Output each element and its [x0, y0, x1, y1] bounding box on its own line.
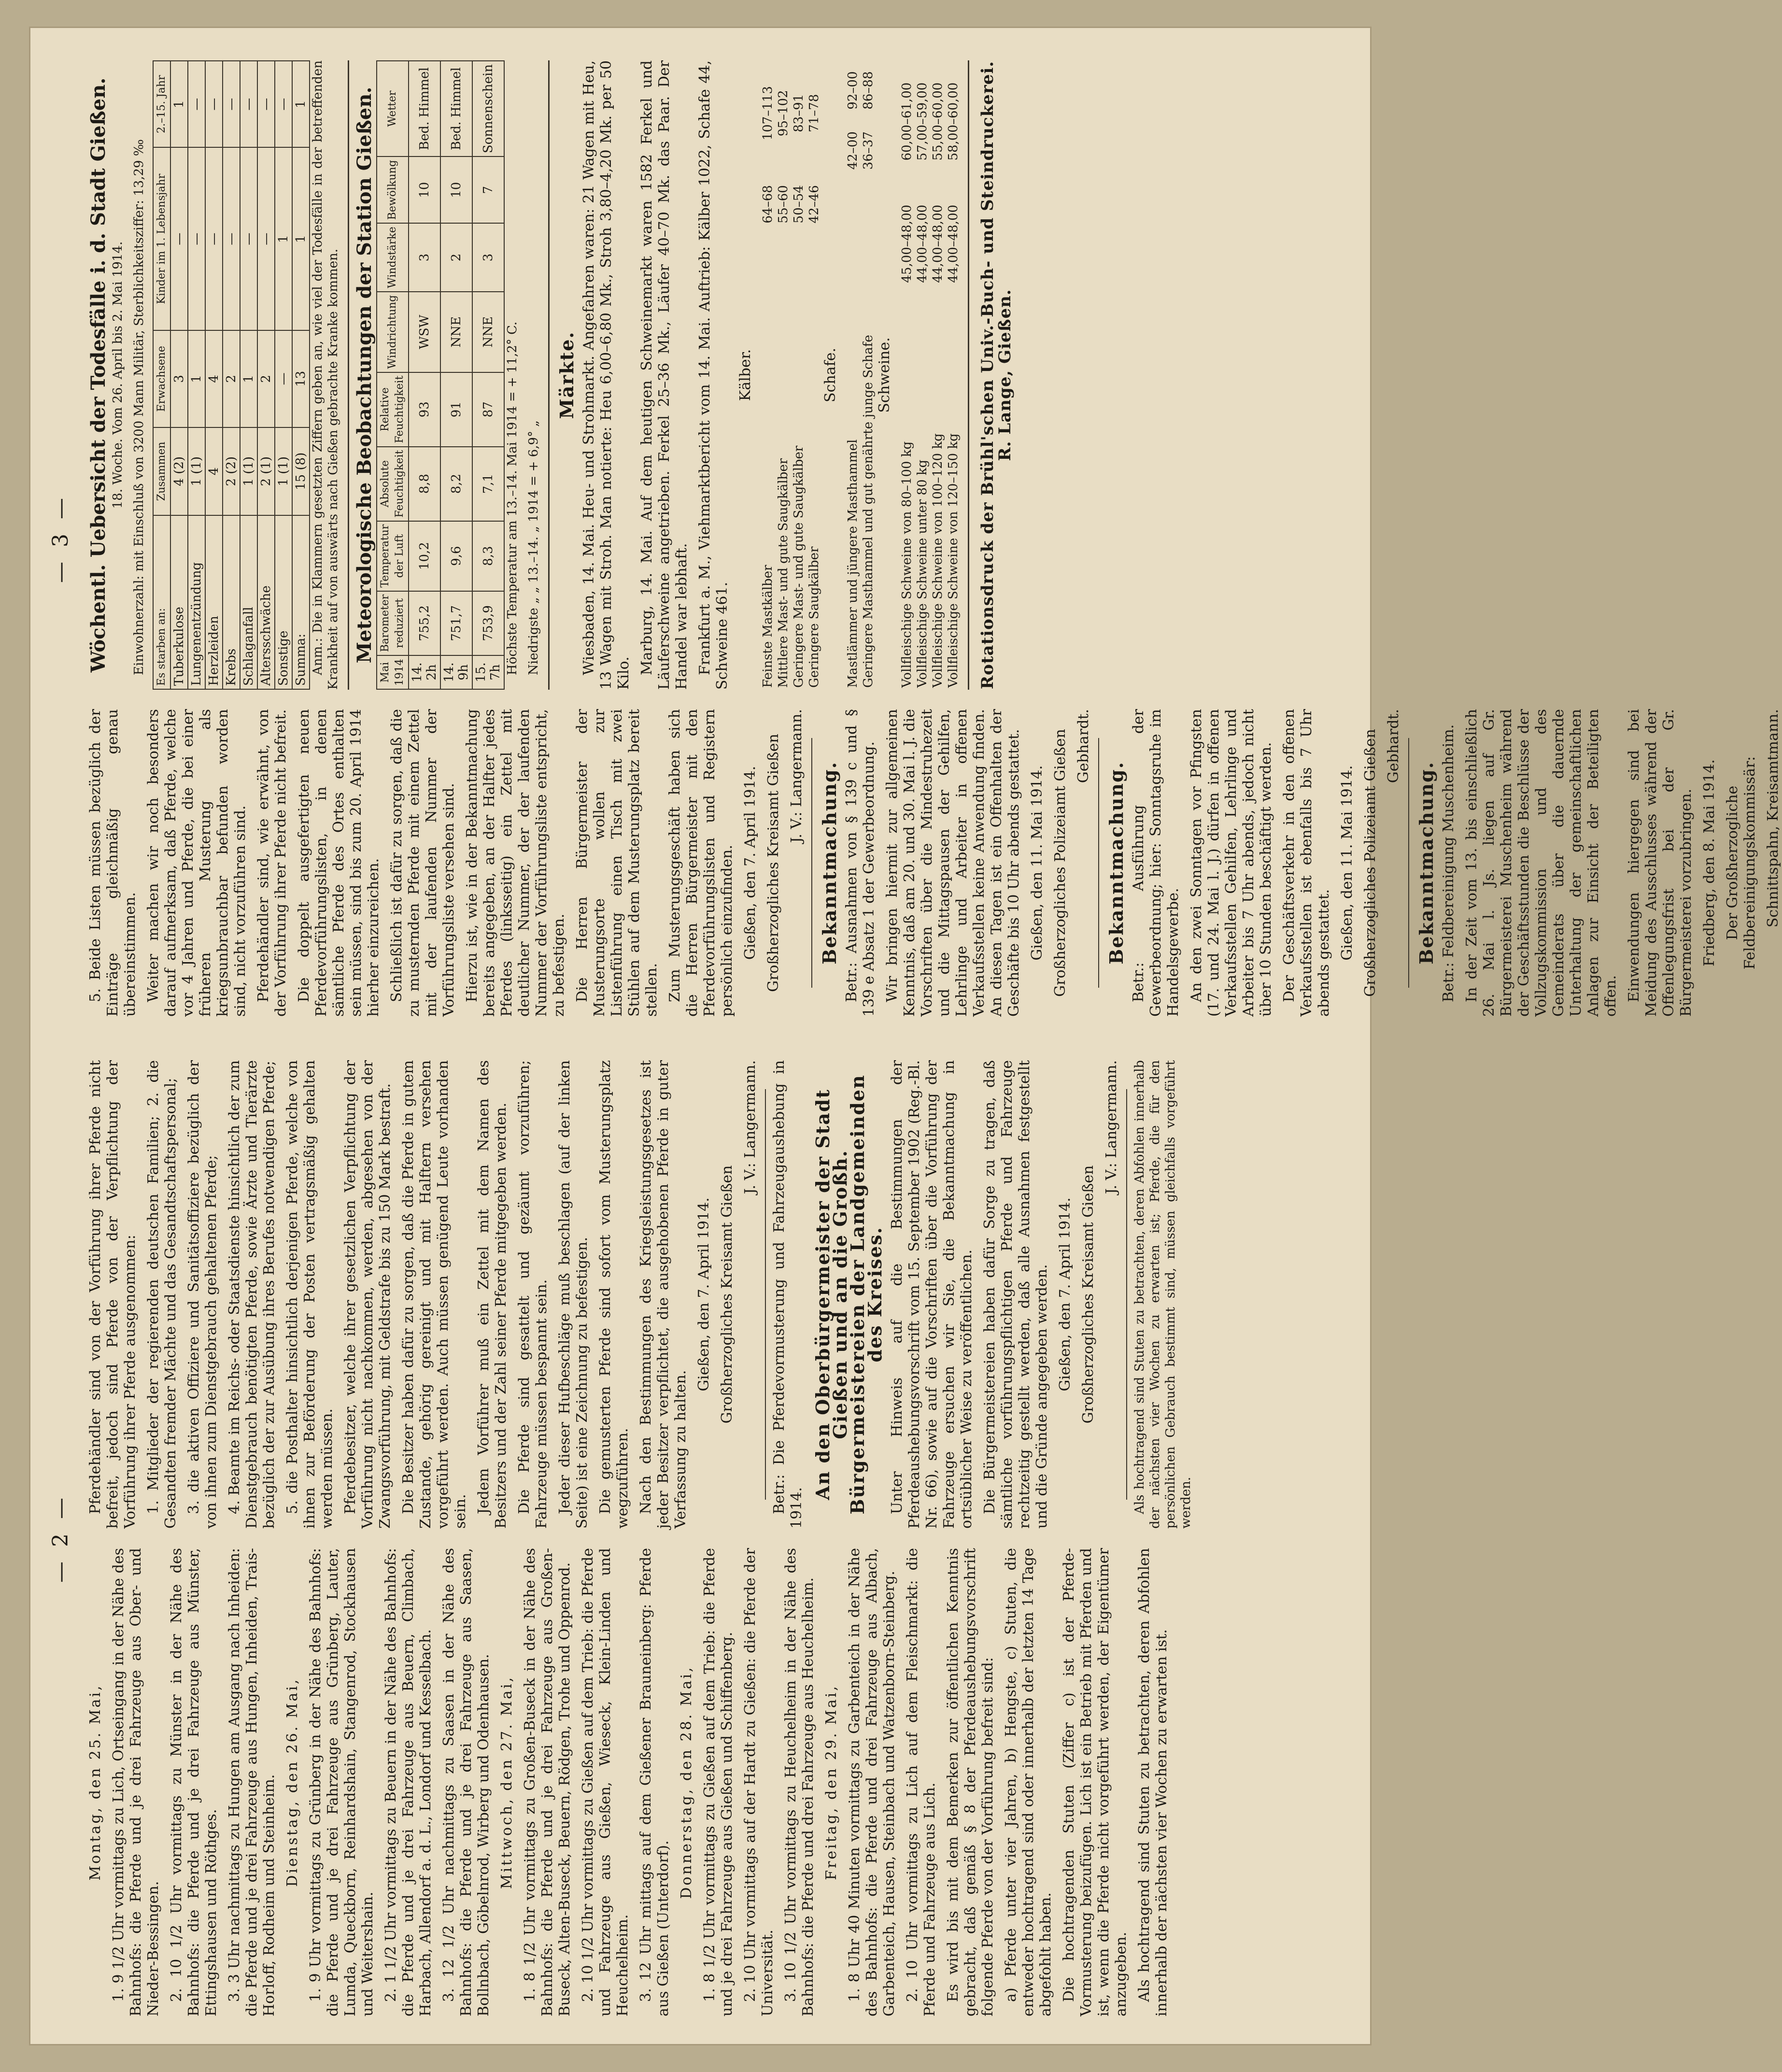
- table-cell: WSW: [409, 292, 440, 372]
- date-heading: Donnerstag, den 28. Mai,: [678, 1665, 695, 1899]
- paragraph: Die doppelt ausgefertigten neuen Pferdevorführungslisten, in denen sämtliche Pferde des Ortes enthalten sein müssen, sind bis zum 20. April 1914 hierher einzureichen.: [296, 709, 382, 1017]
- page-number: — 2 —: [48, 1494, 73, 1583]
- market-report: Marburg, 14. Mai. Auf dem heutigen Schweinemarkt waren 1582 Ferkel und Läuferschweine angetrieben. Ferkel 25–36 Mk., Läufer 40–70 Mk. das Paar. Der Handel war lebhaft.: [638, 60, 690, 690]
- table-cell: 13: [292, 330, 310, 427]
- table-cell: Mastlämmer und jüngere Masthammel: [846, 439, 860, 688]
- table-cell: 9,6: [440, 521, 472, 591]
- subject-line: Betr.: Ausführung der Gewerbeordnung; hier: Sonntagsruhe im Handelsgewerbe.: [1130, 709, 1182, 1017]
- table-cell: —: [223, 147, 240, 330]
- calf-price-table: [760, 60, 822, 690]
- table-cell: 2 (2): [223, 427, 240, 515]
- paragraph: Die gemusterten Pferde sind sofort vom Musterungsplatz wegzuführen.: [597, 1060, 631, 1529]
- paragraph: 2. 10 Uhr vormittags zu Lich auf dem Fleischmarkt: die Pferde und Fahrzeuge aus Lich.: [904, 1548, 938, 2016]
- paragraph: Unter Hinweis auf die Bestimmungen der Pferdeaushebungsvorschrift vom 15. September 1902 (Reg.-Bl. Nr. 66), sowie auf die Vorschriften über die Vorführung der Fahrzeuge ersuchen wir Sie, die Bekanntmachung in ortsüblicher Weise zu veröffentlichen.: [889, 1060, 975, 1529]
- subject-line: Betr.: Feldbereinigung Muschenheim.: [1440, 724, 1457, 1002]
- table-row: [915, 60, 930, 690]
- table-cell: 2: [440, 223, 472, 292]
- date-heading: Freitag, den 29. Mai,: [823, 1684, 840, 1880]
- divider: [968, 60, 969, 690]
- divider: [1098, 738, 1099, 988]
- paragraph: Der Geschäftsverkehr in den offenen Verkaufsstellen ist ebenfalls bis 7 Uhr abends gestattet.: [1281, 709, 1332, 1017]
- table-cell: 15. 7h: [472, 655, 504, 689]
- table-cell: Vollfleischige Schweine unter 80 kg: [915, 459, 930, 688]
- announcement-heading: Bekanntmachung.: [1105, 761, 1127, 965]
- date-line: Gießen, den 11. Mai 1914.: [1029, 765, 1046, 961]
- table-cell: Geringere Saugkälber: [807, 546, 821, 688]
- max-temperature: Höchste Temperatur am 13.–14. Mai 1914 = + 11,2° C.: [505, 321, 520, 675]
- page-3: [48, 60, 1782, 1017]
- table-cell: 42–46: [807, 185, 821, 224]
- table-row: [845, 60, 861, 690]
- signature-line: J. V.: Langermann.: [1103, 1060, 1120, 1194]
- authority-line: Großherzogliches Polizeiamt Gießen: [1052, 729, 1069, 997]
- table-cell: 3: [409, 223, 440, 292]
- paragraph: Hierzu ist, wie in der Bekanntmachung bereits angegeben, an der Halfter jedes Pferdes (linksseitig) ein Zettel mit deutlicher Nummer, der der laufenden Nummer der Vorführungsliste entspricht, zu befestigen.: [464, 709, 567, 1017]
- table-cell: —: [170, 147, 188, 330]
- address-heading: An den Oberbürgermeister der Stadt Gießen und an die Großh. Bürgermeistereien der Landgemeinden des Kreises.: [812, 1074, 886, 1515]
- table-cell: 15 (8): [292, 427, 310, 515]
- market-report: Frankfurt a. M., Viehmarktbericht vom 14. Mai. Auftrieb: Kälber 1022, Schafe 44, Schweine 461.: [696, 60, 731, 690]
- table-cell: 8,8: [409, 447, 440, 521]
- divider: [348, 60, 349, 690]
- signature-line: Gebhardt.: [1075, 709, 1092, 783]
- column-header: Es starben an:: [153, 515, 170, 689]
- paragraph: Die Besitzer haben dafür zu sorgen, daß die Pferde in gutem Zustande, gehörig gereinigt und mit Halftern versehen vorgeführt werden. Auch müssen genügend Leute vorhanden sein.: [400, 1060, 469, 1529]
- table-cell: 91: [440, 372, 472, 447]
- table-cell: Bed. Himmel: [409, 61, 440, 156]
- table-row: [930, 60, 946, 690]
- price-category-heading: Schweine.: [876, 337, 893, 413]
- table-cell: —: [188, 147, 205, 330]
- column-3: [87, 709, 1782, 1017]
- divider: [765, 1089, 766, 1500]
- column-1: [87, 1548, 1352, 2016]
- price-category-heading: Kälber.: [737, 349, 754, 401]
- table-cell: 10: [409, 156, 440, 223]
- paragraph: 1. 8 1/2 Uhr vormittags zu Gießen auf dem Trieb: die Pferde und je drei Fahrzeuge aus Gießen und Schiffenberg.: [701, 1548, 735, 2016]
- paragraph: 5. Beide Listen müssen bezüglich der Einträge gleichmäßig genau übereinstimmen.: [87, 709, 139, 1017]
- week-subtitle: 18. Woche. Vom 26. April bis 2. Mai 1914.: [111, 241, 125, 509]
- table-cell: 2: [223, 330, 240, 427]
- table-cell: 4: [205, 330, 223, 427]
- table-cell: —: [275, 61, 292, 147]
- table-cell: NNE: [472, 292, 504, 372]
- table-cell: Sonstige: [275, 515, 292, 689]
- paragraph: 1. 8 Uhr 40 Minuten vormittags zu Garbenteich in der Nähe des Bahnhofs: die Pferde und drei Fahrzeuge aus Albach, Garbenteich, Hausen, Steinbach und Watzenborn-Steinberg.: [846, 1548, 898, 2016]
- column-header: Temperatur der Luft: [377, 521, 409, 591]
- paragraph: 3. 10 1/2 Uhr vormittags zu Heuchelheim in der Nähe des Bahnhofs: die Pferde und drei Fahrzeuge aus Heuchelheim.: [782, 1548, 817, 2016]
- paragraph: 5. die Posthalter hinsichtlich derjenigen Pferde, welche von ihnen zur Beförderung der Posten vertragsmäßig gehalten werden müssen.: [284, 1060, 336, 1529]
- printer-imprint: Rotationsdruck der Brühl'schen Univ.-Buch- und Steindruckerei. R. Lange, Gießen.: [978, 60, 1015, 690]
- min-temperature: Niedrigste „ „ 13.–14. „ 1914 = + 6,9° „: [526, 420, 541, 675]
- table-cell: 55–60: [776, 185, 791, 224]
- paragraph: 3. 12 Uhr mittags auf dem Gießener Brauneinberg: Pferde aus Gießen (Unterdorf).: [637, 1548, 672, 2016]
- price-category-heading: Schafe.: [822, 348, 839, 402]
- paragraph: Als hochtragend sind Stuten zu betrachten, deren Abfohlen innerhalb der nächsten vier Wochen zu erwarten ist.: [1136, 1548, 1170, 2016]
- date-line: Friedberg, den 8. Mai 1914.: [1701, 759, 1718, 966]
- signature-line: J. V.: Langermann.: [788, 709, 805, 843]
- rotated-content: [29, 27, 1782, 2045]
- table-cell: 44,00–48,00: [915, 204, 930, 283]
- table-cell: 45,00–48,00: [900, 204, 914, 283]
- paragraph: 2. 10 1/2 Uhr vormittags zu Gießen auf dem Trieb: die Pferde und Fahrzeuge aus Gießen, Wieseck, Klein-Linden und Heuchelheim.: [580, 1548, 631, 2016]
- table-cell: —: [240, 61, 257, 147]
- paragraph: Jeder dieser Hufbeschläge muß beschlagen (auf der linken Seite) ist eine Zeichnung zu befestigen.: [556, 1060, 591, 1529]
- paragraph: Es wird bis mit dem Bemerken zur öffentlichen Kenntnis gebracht, daß gemäß § 8 der Pferdeaushebungsvorschrift folgende Pferde von der Vorführung befreit sind:: [945, 1548, 996, 2016]
- table-cell: Sonnenschein: [472, 61, 504, 156]
- table-header-row: [377, 61, 409, 689]
- column-header: Windstärke: [377, 223, 409, 292]
- date-heading: Dienstag, den 26. Mai,: [284, 1677, 301, 1887]
- paragraph: Zum Musterungsgeschäft haben sich die Herren Bürgermeister mit den Pferdevorführungslisten und Registern persönlich einzufinden.: [666, 709, 735, 1017]
- table-cell: 55,00–60,00: [931, 82, 945, 161]
- table-row: [205, 61, 223, 689]
- table-cell: Schlaganfall: [240, 515, 257, 689]
- table-row: [257, 61, 275, 689]
- table-row: [806, 60, 822, 690]
- table-cell: Herzleiden: [205, 515, 223, 689]
- table-cell: 92–00: [846, 71, 860, 110]
- table-cell: Krebs: [223, 515, 240, 689]
- table-cell: 58,00–60,00: [946, 82, 961, 161]
- table-cell: Vollfleischige Schweine von 80–100 kg: [900, 441, 914, 688]
- date-heading: Mittwoch, den 27. Mai,: [498, 1675, 515, 1889]
- table-cell: 86–88: [861, 71, 876, 110]
- table-cell: 8,3: [472, 521, 504, 591]
- death-statistics-title: Wöchentl. Uebersicht der Todesfälle i. d. Stadt Gießen.: [87, 77, 110, 673]
- table-cell: 14. 2h: [409, 655, 440, 689]
- market-report: Wiesbaden, 14. Mai. Heu- und Strohmarkt. Angefahren waren: 21 Wagen mit Heu, 13 Wagen mit Stroh. Man notierte: Heu 6,00–6,80 Mk., Stroh 3,80–4,20 Mk. per 50 Kilo.: [580, 60, 632, 690]
- pig-price-table: [899, 60, 961, 690]
- table-cell: 1: [240, 330, 257, 427]
- authority-line: Großherzogliches Polizeiamt Gießen: [1362, 729, 1379, 997]
- paragraph: 3. 3 Uhr nachmittags zu Hungen am Ausgang nach Inheiden: die Pferde und je drei Fahrzeuge aus Hungen, Inheiden, Trais-Horloff, Rodheim und Steinheim.: [226, 1548, 278, 2016]
- table-cell: 2: [257, 330, 275, 427]
- table-row: [409, 61, 440, 689]
- divider: [811, 738, 812, 988]
- paragraph: 3. 12 1/2 Uhr nachmittags zu Saasen in der Nähe des Bahnhofs: die Pferde und je drei Fahrzeuge aus Saasen, Bollnbach, Göbelnrod, Wirberg und Odenhausen.: [440, 1548, 492, 2016]
- column-header: Bewölkung: [377, 156, 409, 223]
- paragraph: Die hochtragenden Stuten (Ziffer c) ist der Pferde-Vormusterung beizufügen. Lich ist ein Betrieb mit Pferden und ist, wenn die Pferde nicht vorgeführt werden, der Eigentümer anzugeben.: [1061, 1548, 1130, 2016]
- table-cell: 7,1: [472, 447, 504, 521]
- table-row: [760, 60, 776, 690]
- paragraph: Schließlich ist dafür zu sorgen, daß die zu musternden Pferde mit einem Zettel mit der laufenden Nummer der Vorführungsliste versehen sind.: [388, 709, 457, 1017]
- table-cell: 1: [292, 61, 310, 147]
- table-cell: 1: [170, 61, 188, 147]
- paragraph: 2. 10 1/2 Uhr vormittags zu Münster in der Nähe des Bahnhofs: die Pferde und je drei Fahrzeuge aus Münster, Ettingshausen und Röthges.: [168, 1548, 220, 2016]
- table-cell: 1: [292, 147, 310, 330]
- page-number: — 3 —: [48, 494, 73, 583]
- column-header: Barometer reduziert: [377, 591, 409, 655]
- paragraph: An den zwei Sonntagen vor Pfingsten (17. und 24. Mai l. J.) dürfen in offenen Verkaufsstellen Gehilfen, Lehrlinge und Arbeiter bis 7 Uhr abends, jedoch nicht über 10 Stunden beschäftigt werden.: [1188, 709, 1274, 1017]
- table-cell: 753,9: [472, 591, 504, 655]
- signature-line: Gebhardt.: [1385, 709, 1402, 783]
- column-header: Wetter: [377, 61, 409, 156]
- table-row: [275, 61, 292, 689]
- table-cell: 83–91: [792, 94, 806, 132]
- table-cell: 57,00–59,00: [915, 82, 930, 161]
- table-sum-row: [292, 61, 310, 689]
- paragraph: In der Zeit vom 13. bis einschließlich 26. Mai l. Js. liegen auf Gr. Bürgermeisterei Muschenheim während der Geschäftsstunden die Beschlüsse der Vollzugskommission und des Gemeinderats über die dauernde Unterhaltung der gemeinschaftlichen Anlagen zur Einsicht der Beteiligten offen.: [1463, 709, 1619, 1017]
- column-header: Relative Feuchtigkeit: [377, 372, 409, 447]
- table-cell: 95–102: [776, 90, 791, 137]
- table-cell: 1 (1): [240, 427, 257, 515]
- table-cell: —: [240, 147, 257, 330]
- date-line: Gießen, den 7. April 1914.: [1057, 1197, 1074, 1391]
- table-cell: Vollfleischige Schweine von 100–120 kg: [931, 433, 945, 688]
- table-cell: NNE: [440, 292, 472, 372]
- table-cell: 42–00: [846, 131, 860, 170]
- paragraph: Einwendungen hiergegen sind bei Meidung des Ausschlusses während der Offenlegungsfrist bei der Gr. Bürgermeisterei vorzubringen.: [1626, 709, 1695, 1017]
- subject-line: Betr.: Ausnahmen von § 139 c und § 139 e Absatz 1 der Gewerbeordnung.: [843, 709, 877, 1017]
- table-note: Anm.: Die in Klammern gesetzten Ziffern geben an, wie viel der Todesfälle in der betreffenden Krankheit auf von auswärts nach Gießen gebrachte Kranke kommen.: [311, 60, 340, 690]
- table-cell: 107–113: [761, 86, 775, 141]
- table-cell: Vollfleischige Schweine von 120–150 kg: [946, 433, 961, 688]
- table-cell: —: [205, 61, 223, 147]
- table-row: [791, 60, 806, 690]
- meteo-title: Meteorologische Beobachtungen der Station Gießen.: [353, 86, 376, 664]
- death-statistics-table: [153, 60, 310, 690]
- table-cell: —: [188, 61, 205, 147]
- table-cell: 7: [472, 156, 504, 223]
- paragraph: 3. die aktiven Offiziere und Sanitätsoffiziere bezüglich der von ihnen zum Dienstgebrauch gehaltenen Pferde;: [185, 1060, 220, 1529]
- table-cell: 71–78: [807, 94, 821, 132]
- table-row: [223, 61, 240, 689]
- date-line: Gießen, den 11. Mai 1914.: [1339, 765, 1356, 961]
- newspaper-sheet: [29, 27, 1782, 2045]
- column-header: Absolute Feuchtigkeit: [377, 447, 409, 521]
- paragraph: 1. 8 1/2 Uhr vormittags zu Großen-Buseck in der Nähe des Bahnhofs: die Pferde und je drei Fahrzeuge aus Großen-Buseck, Alten-Buseck, Beuern, Rödgen, Trohe und Oppenrod.: [522, 1548, 573, 2016]
- table-row: [861, 60, 876, 690]
- announcement-heading: Bekanntmachung.: [819, 761, 840, 965]
- authority-line: Großherzogliches Kreisamt Gießen: [719, 1165, 735, 1424]
- table-cell: 1 (1): [188, 427, 205, 515]
- table-cell: Bed. Himmel: [440, 61, 472, 156]
- table-row: [188, 61, 205, 689]
- table-row: [776, 60, 791, 690]
- markets-heading: Märkte.: [556, 331, 578, 419]
- table-cell: 755,2: [409, 591, 440, 655]
- table-cell: Altersschwäche: [257, 515, 275, 689]
- sheep-price-table: [845, 60, 876, 690]
- table-cell: Tuberkulose: [170, 515, 188, 689]
- column-header: Zusammen: [153, 427, 170, 515]
- table-row: [472, 61, 504, 689]
- paragraph: Pferdehändler sind von der Vorführung ihrer Pferde nicht befreit, jedoch sind Pferde von der Verpflichtung der Vorführung ihrer Pferde ausgenommen:: [87, 1060, 139, 1529]
- signature-line: Schnittspahn, Kreisamtmann.: [1765, 709, 1782, 928]
- paragraph: 2. 10 Uhr vormittags auf der Hardt zu Gießen: die Pferde der Universität.: [742, 1548, 776, 2016]
- paragraph: Wir bringen hiermit zur allgemeinen Kenntnis, daß am 20. und 30. Mai l. J. die Vorschriften über die Mindestruhezeit und die Mittagspausen der Gehilfen, Lehrlinge und Arbeiter in offenen Verkaufsstellen keine Anwendung finden. An diesen Tagen ist ein Offenhalten der Geschäfte bis 10 Uhr abends gestattet.: [884, 709, 1022, 1017]
- column-header: Mai 1914: [377, 655, 409, 689]
- authority-line: Großherzogliches Kreisamt Gießen: [765, 734, 782, 992]
- table-cell: 3: [472, 223, 504, 292]
- divider: [1408, 738, 1409, 988]
- table-cell: 64–68: [761, 185, 775, 224]
- table-cell: 14. 9h: [440, 655, 472, 689]
- table-cell: 44,00–48,00: [931, 204, 945, 283]
- paragraph: Jedem Vorführer muß ein Zettel mit dem Namen des Besitzers und der Zahl seiner Pferde mitgegeben werden.: [475, 1060, 509, 1529]
- table-cell: Geringere Masthammel und gut genährte junge Schafe: [861, 335, 876, 688]
- population-stats: Einwohnerzahl: mit Einschluß von 3200 Mann Militär, Sterblichkeitsziffer: 13,29 ‰: [132, 139, 146, 675]
- paragraph: 2. 1 1/2 Uhr vormittags zu Beuern in der Nähe des Bahnhofs: die Pferde und je drei Fahrzeuge aus Beuern, Climbach, Harbach, Allendorf a. d. L., Londorf und Kesselbach.: [382, 1548, 434, 2016]
- paragraph: 4. Beamte im Reichs- oder Staatsdienste hinsichtlich der zum Dienstgebrauch benötigten Pferde, sowie Ärzte und Tierärzte bezüglich der zur Ausübung ihres Berufes notwendigen Pferde;: [226, 1060, 278, 1529]
- table-cell: 4 (2): [170, 427, 188, 515]
- table-cell: 1 (1): [275, 427, 292, 515]
- table-row: [170, 61, 188, 689]
- table-cell: 60,00–61,00: [900, 82, 914, 161]
- table-cell: 1: [188, 330, 205, 427]
- column-4: [87, 60, 1352, 690]
- table-row: [899, 60, 915, 690]
- table-cell: 751,7: [440, 591, 472, 655]
- table-cell: —: [205, 147, 223, 330]
- paragraph: Die Herren Bürgermeister der Musterungsorte wollen zur Listenführung einen Tisch mit zwei Stühlen auf dem Musterungsplatz bereit stellen.: [574, 709, 660, 1017]
- table-cell: 10: [440, 156, 472, 223]
- table-row: [440, 61, 472, 689]
- table-cell: 10,2: [409, 521, 440, 591]
- table-cell: Mittlere Mast- und gute Saugkälber: [776, 458, 791, 688]
- column-header: Kinder im 1. Lebensjahr: [153, 147, 170, 330]
- subject-line: Betr.: Die Pferdevormusterung und Fahrzeugaushebung in 1914.: [771, 1060, 805, 1529]
- divider: [1126, 1089, 1127, 1500]
- column-header: 2.–15. Jahr: [153, 61, 170, 147]
- column-2: [87, 1060, 1352, 1529]
- paragraph: Weiter machen wir noch besonders darauf aufmerksam, daß Pferde, welche vor 4 Jahren und Pferde, die bei einer früheren Musterung als kriegsunbrauchbar befunden worden sind, nicht vorzuführen sind.: [145, 709, 249, 1017]
- meteo-table: [376, 60, 505, 690]
- table-cell: 8,2: [440, 447, 472, 521]
- signature-line: J. V.: Langermann.: [742, 1060, 759, 1194]
- table-cell: Geringere Mast- und gute Saugkälber: [792, 445, 806, 688]
- table-cell: 2 (1): [257, 427, 275, 515]
- paragraph: Pferdebesitzer, welche ihrer gesetzlichen Verpflichtung der Vorführung nicht nachkommen, werden, abgesehen von der Zwangsvorführung, mit Geldstrafe bis zu 150 Mark bestraft.: [342, 1060, 394, 1529]
- paragraph: Pferdehändler sind, wie erwähnt, von der Vorführung ihrer Pferde nicht befreit.: [255, 709, 289, 1017]
- paragraph: a) Pferde unter vier Jahren, b) Hengste, c) Stuten, die entweder hochtragend sind oder innerhalb der letzten 14 Tage abgefohlt haben.: [1003, 1548, 1054, 2016]
- authority-line: Der Großherzogliche Feldbereinigungskommissär:: [1724, 756, 1758, 970]
- table-cell: Summa:: [292, 515, 310, 689]
- paragraph: Die Bürgermeistereien haben dafür Sorge zu tragen, daß sämtliche vorführungspflichtigen Pferde und Fahrzeuge rechtzeitig gestellt werden, daß alle Ausnahmen festgestellt und die Gründe angegeben werden.: [981, 1060, 1050, 1529]
- table-cell: 36–37: [861, 131, 876, 170]
- divider: [548, 60, 550, 690]
- paragraph: 1. 9 1/2 Uhr vormittags zu Lich, Ortseingang in der Nähe des Bahnhofs: die Pferde und je drei Fahrzeuge aus Ober- und Nieder-Bessingen.: [110, 1548, 162, 2016]
- date-line: Gießen, den 7. April 1914.: [742, 766, 759, 960]
- table-cell: —: [223, 61, 240, 147]
- paragraph: Nach den Bestimmungen des Kriegsleistungsgesetzes ist jeder Besitzer verpflichtet, die ausgehobenen Pferde in guter Verfassung zu halten.: [637, 1060, 689, 1529]
- table-cell: 3: [170, 330, 188, 427]
- page-2: [48, 1060, 1352, 2016]
- announcement-heading: Bekanntmachung.: [1415, 761, 1437, 965]
- table-cell: —: [257, 147, 275, 330]
- table-cell: 93: [409, 372, 440, 447]
- column-header: Erwachsene: [153, 330, 170, 427]
- date-line: Gießen, den 7. April 1914.: [695, 1197, 712, 1391]
- table-row: [240, 61, 257, 689]
- table-cell: Feinste Mastkälber: [761, 565, 775, 688]
- table-cell: Lungenentzündung: [188, 515, 205, 689]
- table-cell: —: [257, 61, 275, 147]
- table-cell: 44,00–48,00: [946, 204, 961, 283]
- table-cell: 87: [472, 372, 504, 447]
- date-heading: Montag, den 25. Mai,: [87, 1684, 104, 1881]
- table-row: [946, 60, 961, 690]
- table-cell: —: [275, 330, 292, 427]
- paragraph: 1. Mitglieder der regierenden deutschen Familien; 2. die Gesandten fremder Mächte und das Gesandtschaftspersonal;: [145, 1060, 179, 1529]
- table-cell: 50–54: [792, 185, 806, 224]
- table-cell: 1: [275, 147, 292, 330]
- paragraph: 1. 9 Uhr vormittags zu Grünberg in der Nähe des Bahnhofs: die Pferde und je drei Fahrzeuge aus Grünberg, Lauter, Lumda, Queckborn, Reinhardshain, Stangenrod, Stockhausen und Weitershain.: [307, 1548, 376, 2016]
- authority-line: Großherzogliches Kreisamt Gießen: [1080, 1165, 1097, 1424]
- paragraph: Die Pferde sind gesattelt und gezäumt vorzuführen; Fahrzeuge müssen bespannt sein.: [516, 1060, 550, 1529]
- column-header: Windrichtung: [377, 292, 409, 372]
- table-cell: 4: [205, 427, 223, 515]
- footnote: Als hochtragend sind Stuten zu betrachten, deren Abfohlen innerhalb der nächsten vier Wochen zu erwarten ist; Pferde, die für den persönlichen Gebrauch bestimmt sind, müssen gleichfalls vorgeführt werden.: [1132, 1060, 1193, 1529]
- table-header-row: [153, 61, 170, 689]
